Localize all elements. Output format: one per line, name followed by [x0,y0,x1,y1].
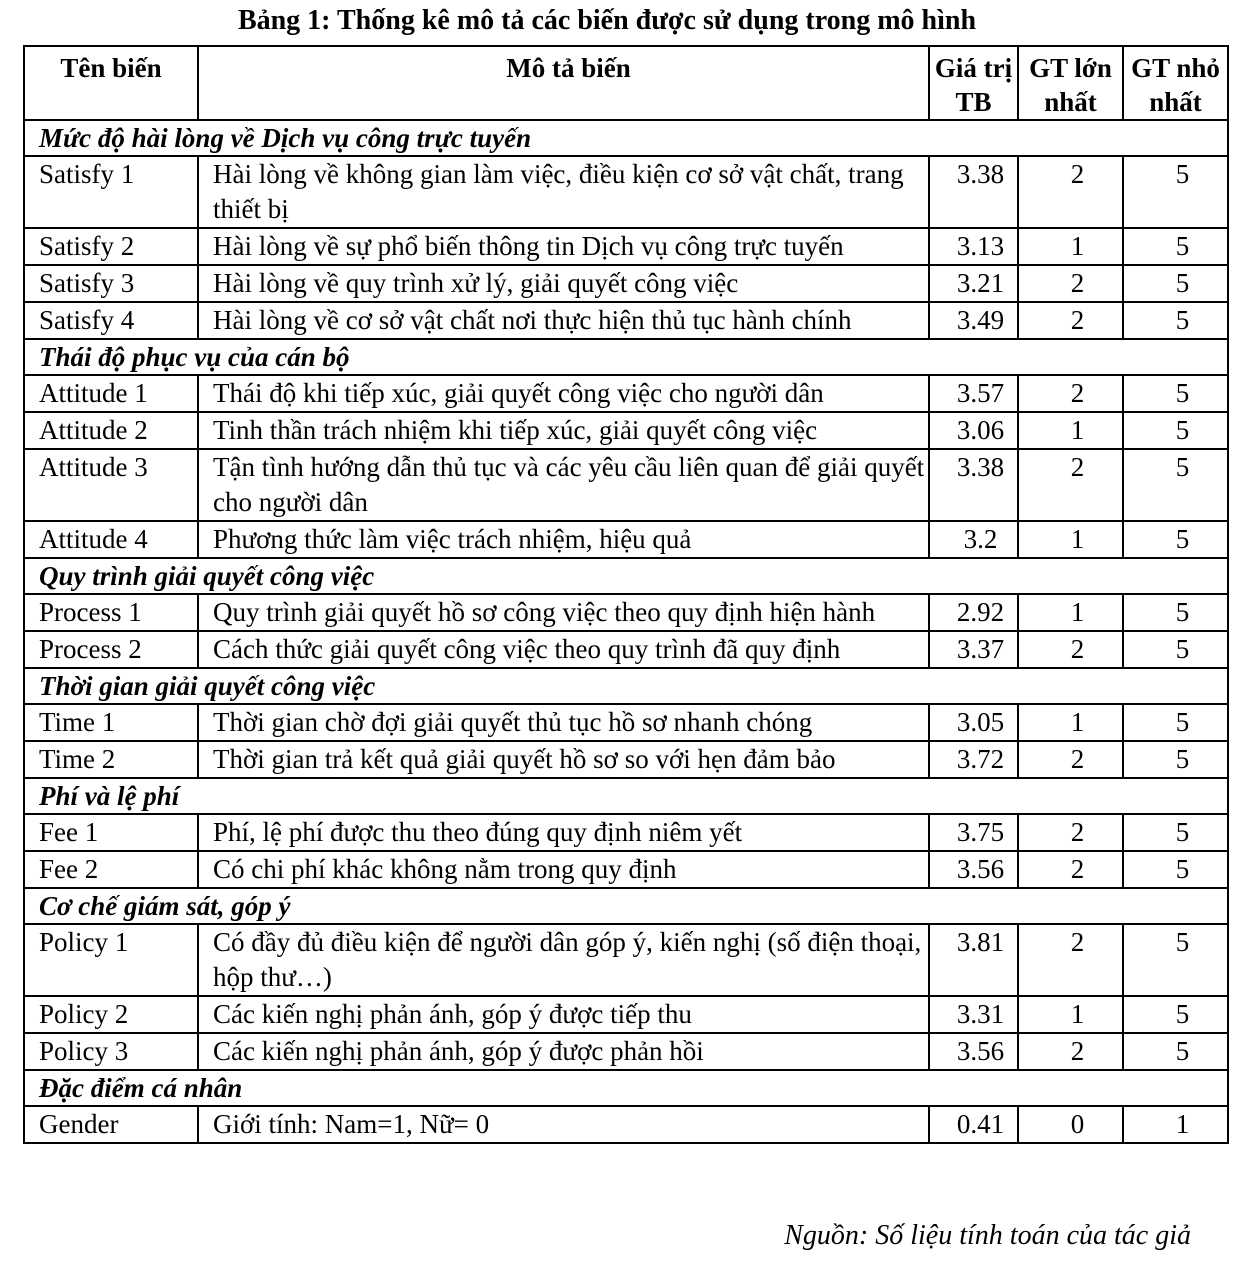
max-value: 2 [1018,449,1123,521]
table-row [24,1033,1228,1070]
min-value: 5 [1123,851,1228,888]
table-row [24,302,1228,339]
max-value: 2 [1018,631,1123,668]
header-description: Mô tả biến [198,46,929,120]
table-row [24,375,1228,412]
variable-description: Các kiến nghị phản ánh, góp ý được phản hồi [198,1033,929,1070]
variable-name: Fee 2 [24,851,198,888]
min-value: 5 [1123,741,1228,778]
max-value: 1 [1018,412,1123,449]
variable-name: Process 2 [24,631,198,668]
group-label: Cơ chế giám sát, góp ý [24,888,1228,924]
group-row [24,1070,1228,1106]
group-row [24,888,1228,924]
variable-description: Có đầy đủ điều kiện để người dân góp ý, kiến nghị (số điện thoại, hộp thư…) [198,924,929,996]
table-row [24,631,1228,668]
mean-value: 3.72 [929,741,1018,778]
group-label: Quy trình giải quyết công việc [24,558,1228,594]
group-row [24,120,1228,156]
variable-name: Attitude 4 [24,521,198,558]
table-row [24,265,1228,302]
table-row [24,741,1228,778]
group-label: Mức độ hài lòng về Dịch vụ công trực tuyến [24,120,1228,156]
max-value: 1 [1018,521,1123,558]
group-row [24,778,1228,814]
mean-value: 3.56 [929,851,1018,888]
variable-description: Quy trình giải quyết hồ sơ công việc theo quy định hiện hành [198,594,929,631]
variable-name: Satisfy 4 [24,302,198,339]
min-value: 5 [1123,265,1228,302]
max-value: 2 [1018,741,1123,778]
variable-description: Hài lòng về sự phổ biến thông tin Dịch vụ công trực tuyến [198,228,929,265]
variable-name: Attitude 2 [24,412,198,449]
source-note: Nguồn: Số liệu tính toán của tác giả [784,1220,1191,1251]
table-row [24,851,1228,888]
min-value: 5 [1123,631,1228,668]
max-value: 2 [1018,265,1123,302]
mean-value: 2.92 [929,594,1018,631]
group-row [24,668,1228,704]
mean-value: 3.31 [929,996,1018,1033]
variable-description: Phí, lệ phí được thu theo đúng quy định niêm yết [198,814,929,851]
min-value: 5 [1123,704,1228,741]
table-row [24,924,1228,996]
variable-name: Policy 1 [24,924,198,996]
header-min: GT nhỏ nhất [1123,46,1228,120]
mean-value: 3.06 [929,412,1018,449]
min-value: 5 [1123,814,1228,851]
max-value: 2 [1018,924,1123,996]
min-value: 5 [1123,375,1228,412]
group-label: Thời gian giải quyết công việc [24,668,1228,704]
max-value: 1 [1018,996,1123,1033]
mean-value: 3.56 [929,1033,1018,1070]
min-value: 5 [1123,302,1228,339]
variable-description: Giới tính: Nam=1, Nữ= 0 [198,1106,929,1143]
min-value: 5 [1123,412,1228,449]
min-value: 5 [1123,228,1228,265]
variable-name: Satisfy 1 [24,156,198,228]
table-row [24,449,1228,521]
max-value: 2 [1018,156,1123,228]
header-name: Tên biến [24,46,198,120]
max-value: 2 [1018,851,1123,888]
mean-value: 3.05 [929,704,1018,741]
variable-name: Satisfy 2 [24,228,198,265]
min-value: 5 [1123,996,1228,1033]
variable-description: Hài lòng về không gian làm việc, điều kiện cơ sở vật chất, trang thiết bị [198,156,929,228]
group-label: Phí và lệ phí [24,778,1228,814]
mean-value: 3.57 [929,375,1018,412]
min-value: 5 [1123,449,1228,521]
group-row [24,558,1228,594]
max-value: 2 [1018,814,1123,851]
variable-name: Time 1 [24,704,198,741]
min-value: 5 [1123,924,1228,996]
mean-value: 3.49 [929,302,1018,339]
table-row [24,814,1228,851]
min-value: 1 [1123,1106,1228,1143]
header-max: GT lớn nhất [1018,46,1123,120]
variable-description: Thời gian trả kết quả giải quyết hồ sơ so với hẹn đảm bảo [198,741,929,778]
variable-name: Attitude 1 [24,375,198,412]
max-value: 1 [1018,594,1123,631]
variable-description: Có chi phí khác không nằm trong quy định [198,851,929,888]
table-row [24,412,1228,449]
table-body [24,120,1228,1143]
variable-description: Tinh thần trách nhiệm khi tiếp xúc, giải quyết công việc [198,412,929,449]
mean-value: 3.21 [929,265,1018,302]
max-value: 2 [1018,375,1123,412]
group-label: Thái độ phục vụ của cán bộ [24,339,1228,375]
variable-name: Fee 1 [24,814,198,851]
min-value: 5 [1123,521,1228,558]
variable-description: Cách thức giải quyết công việc theo quy trình đã quy định [198,631,929,668]
group-label: Đặc điểm cá nhân [24,1070,1228,1106]
mean-value: 3.13 [929,228,1018,265]
variable-name: Gender [24,1106,198,1143]
mean-value: 3.37 [929,631,1018,668]
variable-description: Tận tình hướng dẫn thủ tục và các yêu cầu liên quan để giải quyết cho người dân [198,449,929,521]
variable-description: Thời gian chờ đợi giải quyết thủ tục hồ sơ nhanh chóng [198,704,929,741]
variable-description: Phương thức làm việc trách nhiệm, hiệu quả [198,521,929,558]
max-value: 0 [1018,1106,1123,1143]
variable-description: Hài lòng về cơ sở vật chất nơi thực hiện thủ tục hành chính [198,302,929,339]
table-row [24,228,1228,265]
header-row [24,46,1228,120]
variable-description: Hài lòng về quy trình xử lý, giải quyết công việc [198,265,929,302]
max-value: 1 [1018,704,1123,741]
variable-description: Thái độ khi tiếp xúc, giải quyết công việc cho người dân [198,375,929,412]
variable-name: Attitude 3 [24,449,198,521]
mean-value: 0.41 [929,1106,1018,1143]
max-value: 1 [1018,228,1123,265]
table-row [24,156,1228,228]
table-row [24,996,1228,1033]
mean-value: 3.2 [929,521,1018,558]
max-value: 2 [1018,302,1123,339]
table-title: Bảng 1: Thống kê mô tả các biến được sử dụng trong mô hình [237,5,977,36]
table-row [24,521,1228,558]
table-row [24,704,1228,741]
table-row [24,594,1228,631]
statistics-table [23,45,1229,1144]
mean-value: 3.75 [929,814,1018,851]
variable-name: Process 1 [24,594,198,631]
header-mean: Giá trị TB [929,46,1018,120]
variable-name: Policy 2 [24,996,198,1033]
variable-name: Satisfy 3 [24,265,198,302]
min-value: 5 [1123,156,1228,228]
group-row [24,339,1228,375]
variable-name: Time 2 [24,741,198,778]
max-value: 2 [1018,1033,1123,1070]
table-row [24,1106,1228,1143]
mean-value: 3.38 [929,449,1018,521]
min-value: 5 [1123,1033,1228,1070]
min-value: 5 [1123,594,1228,631]
variable-description: Các kiến nghị phản ánh, góp ý được tiếp thu [198,996,929,1033]
mean-value: 3.81 [929,924,1018,996]
mean-value: 3.38 [929,156,1018,228]
variable-name: Policy 3 [24,1033,198,1070]
